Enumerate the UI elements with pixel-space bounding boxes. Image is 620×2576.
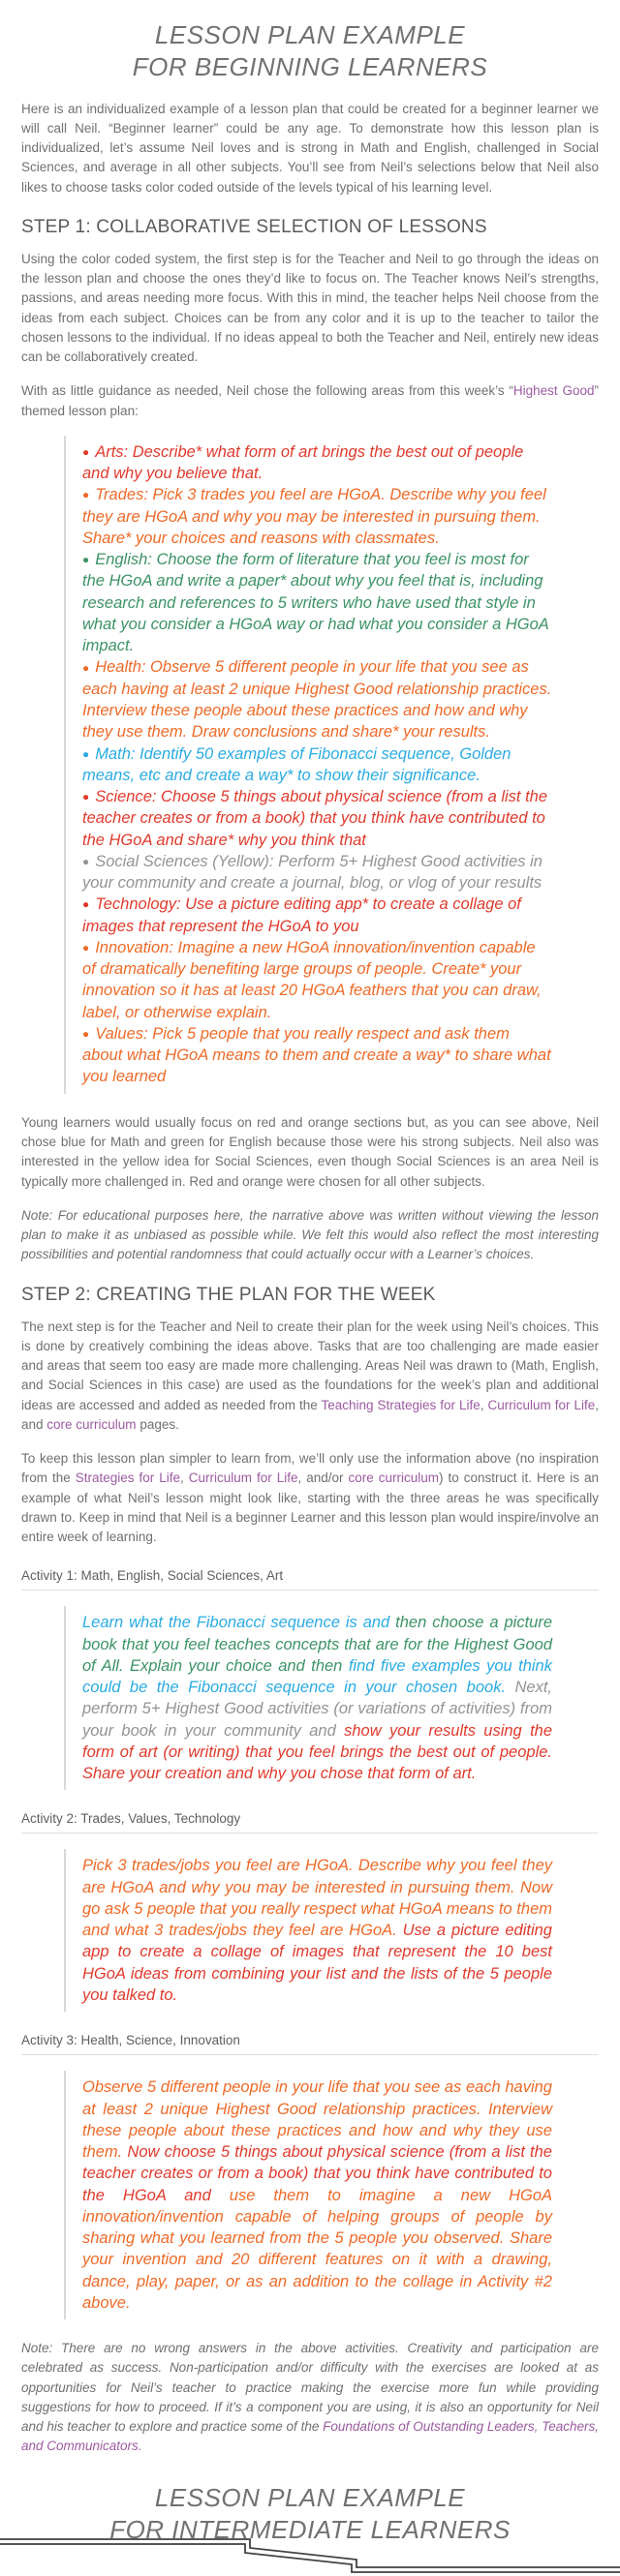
activity-1-label: Activity 1: Math, English, Social Sciences, Art [21, 1568, 599, 1591]
step1-paragraph: Using the color coded system, the first step is for the Teacher and Neil to go through the ideas on the lesson plan and choose the ones they’d like to focus on. The Teacher knows Neil’s strengths, passions, and areas needing more focus. With this in mind, the teacher helps Neil choose from the ideas from each subject. Choices can be from any color and it is up to the teacher to tailor the chosen lessons to the individual. If no ideas appeal to both the Teacher and Neil, entirely new ideas can be collaboratively created. [21, 251, 599, 365]
text-segment: , [180, 1470, 189, 1486]
text-segment: show your results using the form of art (or writing) that you feel brings the best out of people. Share your creation and why you chose that form of art. [82, 1721, 553, 1783]
text-segment: Observe 5 different people in your life that you see as each having at least 2 unique Highest Good relationship practices. Interview these people about these practices and how and why they use them. [82, 2078, 552, 2162]
lesson-choice: ● Values: Pick 5 people that you really respect and ask them about what HGoA means to them and create a way* to share what you learned [82, 1023, 552, 1088]
lesson-choice: ● Innovation: Imagine a new HGoA innovation/invention capable of dramatically benefiting large groups of people. Create* your innovation so it has at least 20 HGoA feathers that you can draw, label, or otherwise explain. [82, 937, 552, 1023]
core-curriculum-link[interactable]: core curriculum [46, 1416, 137, 1432]
activity-3-text [82, 2076, 552, 2314]
lesson-choice: ● Technology: Use a picture editing app* to create a collage of images that represent the HGoA to you [82, 894, 552, 937]
step2-heading: STEP 2: CREATING THE PLAN FOR THE WEEK [21, 1284, 436, 1305]
next-section-title-line2: FOR INTERMEDIATE LEARNERS [109, 2514, 511, 2544]
text-segment: The next step is for the Teacher and Neil to create their plan for the week using Neil’s choices. This is done by creatively combining the ideas above. Tasks that are too challenging are made easier and areas that seem too easy are made more challenging. Areas Neil was drawn to (Math, English, and Social Sciences in this case) are used as the foundations for the week’s plan and additional ideas are accessed and added as needed from the [21, 1318, 599, 1412]
curriculum-for-life-link-2[interactable]: Curriculum for Life [188, 1470, 298, 1486]
curriculum-for-life-link[interactable]: Curriculum for Life [487, 1397, 596, 1412]
page-title-line2: FOR BEGINNING LEARNERS [132, 52, 488, 82]
text-segment: Now choose 5 things about physical science (from a list the teacher creates or from a book) that you think have contributed to the HGoA and [82, 2143, 552, 2204]
lesson-choice: ● English: Choose the form of literature that you feel is most for the HGoA and write a paper* about why you feel that is, including research and references to 5 writers who have used that style in what you consider a HGoA way or had what you consider a HGoA impact. [82, 549, 552, 656]
text-segment: find five examples you think could be the Fibonacci sequence in your chosen book. [82, 1656, 552, 1697]
next-section-title-line1: LESSON PLAN EXAMPLE [154, 2482, 466, 2512]
intro-paragraph: Here is an individualized example of a lesson plan that could be created for a beginner learner we will call Neil. “Beginner learner” could be any age. To demonstrate how this lesson plan is individualized, let’s assume Neil loves and is strong in Math and English, challenged in Social Sciences, and average in all other subjects. You’ll see from Neil’s selections below that Neil also likes to choose tasks color coded outside of the levels typical of his learning level. [21, 101, 599, 195]
lesson-choice: ● Social Sciences (Yellow): Perform 5+ Highest Good activities in your community and create a journal, blog, or vlog of your results [82, 851, 552, 894]
activity-1-quote [64, 1606, 552, 1790]
lesson-choices-quote [64, 436, 552, 1094]
text-segment: , [480, 1397, 488, 1412]
step1-heading: STEP 1: COLLABORATIVE SELECTION OF LESSONS [21, 216, 487, 237]
text-segment: To keep this lesson plan simpler to learn from, we’ll only use the information above (no inspiration from the [21, 1451, 599, 1486]
highest-good-link[interactable]: Highest Good [512, 383, 595, 399]
lesson-choice: ● Trades: Pick 3 trades you feel are HGoA. Describe why you feel they are HGoA and why you may be interested in pursuing them. Share* your choices and reasons with classmates. [82, 484, 552, 549]
activity-3-quote [64, 2071, 552, 2319]
page-title [21, 19, 599, 84]
step1-note-paragraph: Note: For educational purposes here, the narrative above was written without viewing the lesson plan to make it as unbiased as possible while. We felt this would also reflect the most interesting possibilities and potential randomness that could actually occur with a Learner’s choices. [21, 1207, 599, 1262]
text-segment: With as little guidance as needed, Neil chose the following areas from this week’s “ [21, 383, 513, 399]
lesson-choice: ● Science: Choose 5 things about physical science (from a list the teacher creates or from a book) that you think have contributed to the HGoA and share* why you think that [82, 786, 552, 851]
text-segment: , and/or [297, 1470, 349, 1486]
activity-3-label: Activity 3: Health, Science, Innovation [21, 2033, 599, 2055]
activity-2-quote [64, 1849, 552, 2012]
foundations-link[interactable]: Foundations of Outstanding Leaders, Teachers, and Communicators. [21, 2419, 600, 2454]
core-curriculum-link-2[interactable]: core curriculum [348, 1470, 440, 1486]
selection-intro-paragraph [21, 381, 599, 421]
lesson-choice: ● Health: Observe 5 different people in your life that you see as each having at least 2 unique Highest Good relationship practices. Interview these people about these practices and how and why they use them. Draw conclusions and share* your results. [82, 656, 552, 742]
step2-paragraph-1 [21, 1318, 599, 1436]
text-segment: Next, perform 5+ Highest Good activities (or variations of activities) from your book in your community and [82, 1679, 552, 1740]
page-title-line1: LESSON PLAN EXAMPLE [154, 20, 466, 49]
text-segment: Use a picture editing app to create a collage of images that represent the 10 best HGoA ideas from combining your list and the lists of the 5 people you talked to. [82, 1922, 552, 2004]
text-segment: ) to construct it. Here is an example of what Neil’s lesson might look like, starting with the three areas he was specifically drawn to. Keep in mind that Neil is a beginner Learner and this lesson plan would inspire/involve an entire week of learning. [21, 1470, 600, 1544]
text-segment: then choose a picture book that you feel teaches concepts that are for the Highest Good of All. Explain your choice and then [82, 1614, 552, 1675]
strategies-for-life-link[interactable]: Strategies for Life [75, 1470, 181, 1486]
text-segment: Learn what the Fibonacci sequence is and [82, 1614, 396, 1632]
text-segment: ” themed lesson plan: [21, 383, 599, 418]
activity-2-label: Activity 2: Trades, Values, Technology [21, 1811, 599, 1834]
final-note-paragraph [21, 2339, 599, 2457]
activity-2-text [82, 1855, 552, 2006]
text-segment: , and [21, 1397, 599, 1432]
activity-1-text [82, 1612, 552, 1784]
text-segment: use them to imagine a new HGoA innovation/invention capable of helping groups of people by sharing what you learned from the 5 people you observed. Share your invention and 20 different features on it with a drawing, dance, play, paper, or as an addition to the collage in Activity #2 above. [82, 2186, 552, 2312]
text-segment: Note: There are no wrong answers in the above activities. Creativity and participation are celebrated as success. Non-participation and/or difficulty with the exercises are looked at as opportunities for Neil’s teacher to practice making the exercise more fun while providing suggestions for how to proceed. If it’s a component you are using, it is also an opportunity for Neil and his teacher to explore and practice some of the [21, 2341, 599, 2435]
teaching-strategies-for-life-link[interactable]: Teaching Strategies for Life [321, 1397, 480, 1412]
lesson-choice: ● Arts: Describe* what form of art brings the best out of people and why you believe that. [82, 441, 552, 485]
step2-paragraph-2 [21, 1449, 599, 1547]
text-segment: Pick 3 trades/jobs you feel are HGoA. Describe why you feel they are HGoA and why you may be interested in pursuing them. Now go ask 5 people that you really respect what HGoA means to them and what 3 trades/jobs they feel are HGoA. [82, 1857, 552, 1940]
lesson-choice: ● Math: Identify 50 examples of Fibonacci sequence, Golden means, etc and create a way* to show their significance. [82, 743, 552, 787]
page-break-divider [0, 2531, 620, 2576]
text-segment: pages. [136, 1416, 179, 1432]
after-choices-paragraph: Young learners would usually focus on red and orange sections but, as you can see above, Neil chose blue for Math and green for English because those were his strong subjects. Neil also was interested in the yellow idea for Social Sciences, even though Social Sciences is an area Neil is typically more challenged in. Red and orange were chosen for all other subjects. [21, 1114, 599, 1189]
